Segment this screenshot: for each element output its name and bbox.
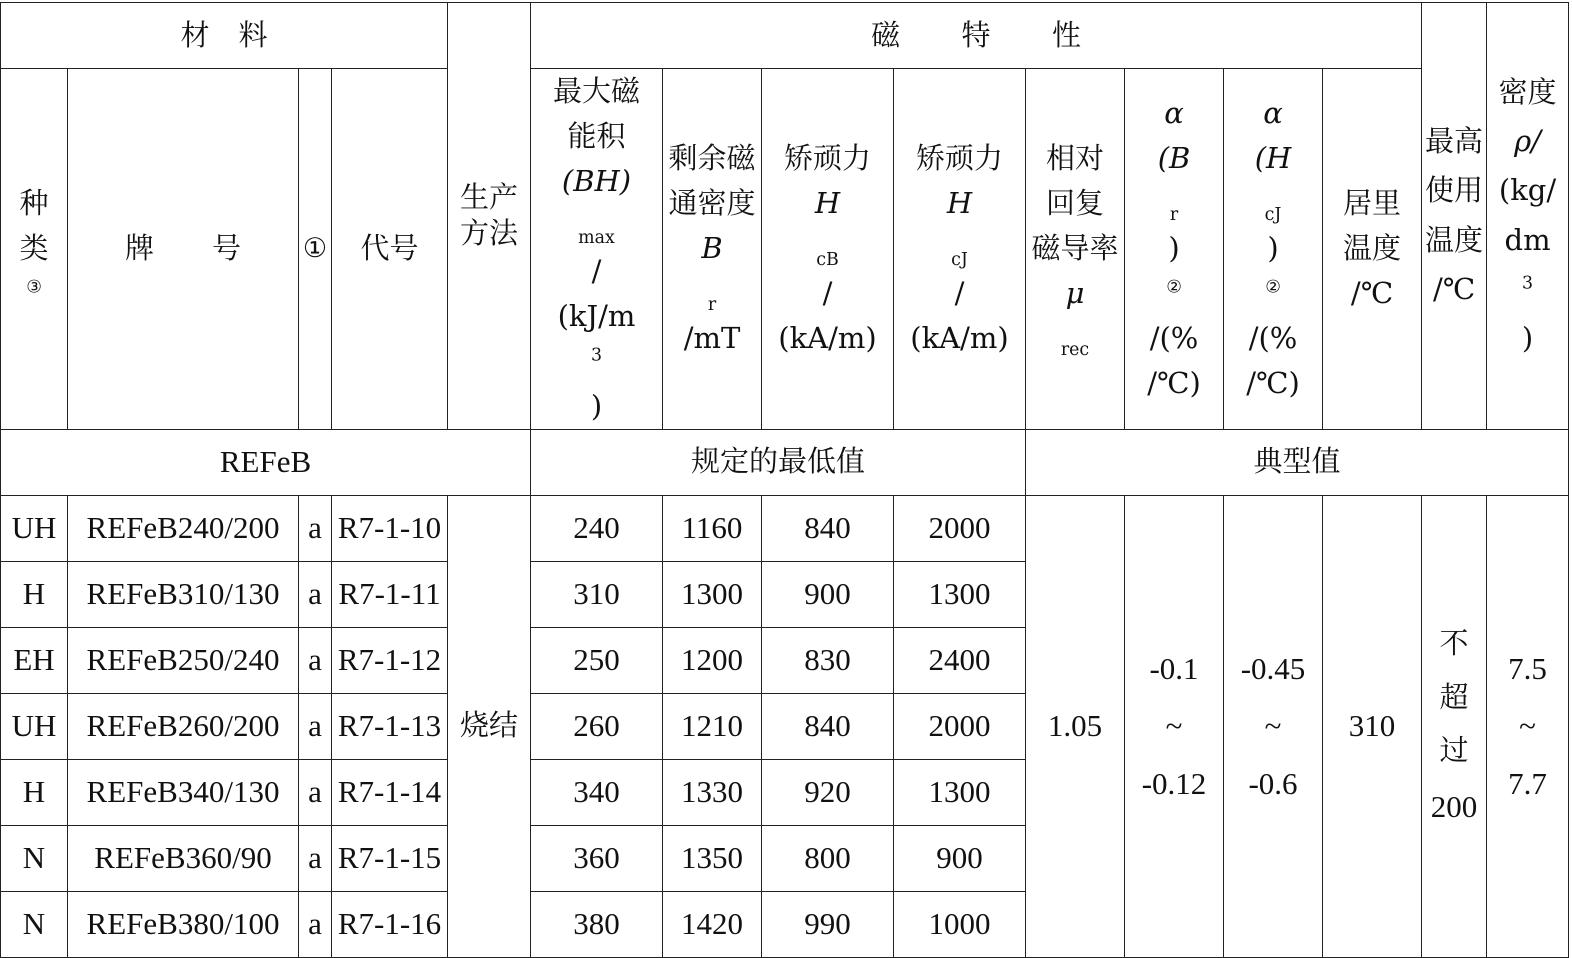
br-cell: 1300 [663, 561, 762, 627]
murec-cell: 1.05 [1026, 495, 1125, 957]
bhmax-cell: 260 [531, 693, 663, 759]
grade-note-cell: a [299, 627, 332, 693]
hcj-cell: 1300 [894, 561, 1026, 627]
category-cell: N [1, 825, 68, 891]
alpha-br-header: α (B $_r$ ) ② /(% /℃) [1125, 69, 1224, 430]
br-cell: 1420 [663, 891, 762, 957]
hcj-cell: 2000 [894, 495, 1026, 561]
grade-cell: REFeB310/130 [68, 561, 299, 627]
grade-cell: REFeB380/100 [68, 891, 299, 957]
hcb-cell: 800 [762, 825, 894, 891]
bhmax-cell: 250 [531, 627, 663, 693]
grade-cell: REFeB250/240 [68, 627, 299, 693]
category-cell: H [1, 759, 68, 825]
code-cell: R7-1-13 [332, 693, 448, 759]
code-cell: R7-1-12 [332, 627, 448, 693]
header-row-1 [1, 3, 1569, 69]
br-cell: 1350 [663, 825, 762, 891]
alpha-br-cell: -0.1 ~ -0.12 [1125, 495, 1224, 957]
code-header: 代号 [332, 69, 448, 430]
hcj-cell: 2400 [894, 627, 1026, 693]
grade-cell: REFeB340/130 [68, 759, 299, 825]
br-cell: 1160 [663, 495, 762, 561]
category-cell: H [1, 561, 68, 627]
grade-note-cell: a [299, 561, 332, 627]
hcj-header: 矫顽力 H $_{cJ}$ / (kA/m) [894, 69, 1026, 430]
hcj-cell: 1000 [894, 891, 1026, 957]
max-temp-cell: 不 超 过 200 [1422, 495, 1487, 957]
magnetic-properties-header: 磁 特 性 [531, 3, 1422, 69]
density-cell: 7.5 ~ 7.7 [1487, 495, 1569, 957]
grade-cell: REFeB260/200 [68, 693, 299, 759]
br-header: 剩余磁 通密度 B $_r$ /mT [663, 69, 762, 430]
hcb-cell: 840 [762, 495, 894, 561]
production-method-cell: 烧结 [448, 495, 531, 957]
typical-value-label: 典型值 [1026, 429, 1569, 495]
max-temp-header: 最高 使用 温度 /℃ [1422, 3, 1487, 430]
category-cell: EH [1, 627, 68, 693]
table-row [1, 495, 1569, 561]
curie-temp-cell: 310 [1323, 495, 1422, 957]
curie-temp-header: 居里 温度 /℃ [1323, 69, 1422, 430]
hcb-cell: 830 [762, 627, 894, 693]
grade-note-cell: a [299, 495, 332, 561]
grade-cell: REFeB360/90 [68, 825, 299, 891]
grade-note-cell: a [299, 825, 332, 891]
hcb-cell: 840 [762, 693, 894, 759]
category-cell: UH [1, 693, 68, 759]
bhmax-cell: 380 [531, 891, 663, 957]
grade-note-cell: a [299, 891, 332, 957]
density-header: 密度 ρ/ (kg/ dm $^3$ ) [1487, 3, 1569, 430]
subheader-row [1, 429, 1569, 495]
bhmax-cell: 240 [531, 495, 663, 561]
spec-min-label: 规定的最低值 [531, 429, 1026, 495]
code-cell: R7-1-15 [332, 825, 448, 891]
hcj-cell: 900 [894, 825, 1026, 891]
hcb-cell: 900 [762, 561, 894, 627]
hcb-cell: 990 [762, 891, 894, 957]
code-cell: R7-1-16 [332, 891, 448, 957]
category-header: 种 类 ③ [1, 69, 68, 430]
br-cell: 1210 [663, 693, 762, 759]
header-row-2 [1, 69, 1569, 430]
category-cell: UH [1, 495, 68, 561]
hcb-cell: 920 [762, 759, 894, 825]
bhmax-cell: 310 [531, 561, 663, 627]
grade-header: 牌 号 [68, 69, 299, 430]
alpha-hcj-header: α (H $_{cJ}$ ) ② /(% /℃) [1224, 69, 1323, 430]
hcb-header: 矫顽力 H $_{cB}$ / (kA/m) [762, 69, 894, 430]
family-label: REFeB [1, 429, 531, 495]
grade-cell: REFeB240/200 [68, 495, 299, 561]
code-cell: R7-1-10 [332, 495, 448, 561]
br-cell: 1200 [663, 627, 762, 693]
code-cell: R7-1-11 [332, 561, 448, 627]
magnet-spec-table [0, 2, 1569, 958]
grade-note-cell: a [299, 759, 332, 825]
murec-header: 相对 回复 磁导率 μ $_{rec}$ [1026, 69, 1125, 430]
material-group-header: 材 料 [1, 3, 448, 69]
grade-note-cell: a [299, 693, 332, 759]
grade-note-header: ① [299, 69, 332, 430]
hcj-cell: 1300 [894, 759, 1026, 825]
bhmax-cell: 360 [531, 825, 663, 891]
alpha-hcj-cell: -0.45 ~ -0.6 [1224, 495, 1323, 957]
production-method-header: 生产 方法 [448, 3, 531, 430]
br-cell: 1330 [663, 759, 762, 825]
bhmax-header: 最大磁 能积 (BH) $_{max}$ / (kJ/m $^3$ ) [531, 69, 663, 430]
code-cell: R7-1-14 [332, 759, 448, 825]
bhmax-cell: 340 [531, 759, 663, 825]
hcj-cell: 2000 [894, 693, 1026, 759]
category-cell: N [1, 891, 68, 957]
